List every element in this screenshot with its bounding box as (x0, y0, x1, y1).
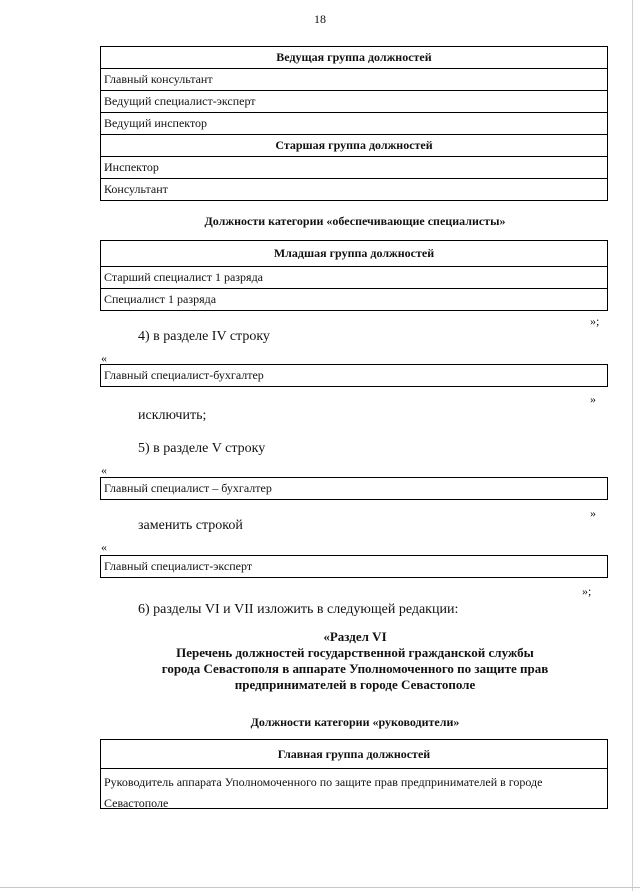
opening-quote: « (101, 351, 107, 365)
opening-quote: « (101, 540, 107, 554)
scan-edge-line (632, 0, 633, 891)
item-5-action: заменить строкой (138, 518, 243, 533)
section-title: «Раздел VI (323, 629, 387, 644)
main-positions-table (100, 739, 608, 809)
item-5-text: 5) в разделе V строку (138, 441, 266, 456)
page-number: 18 (314, 12, 326, 26)
table-row: Консультант (101, 178, 607, 200)
section-subtitle-line: города Севастополя в аппарате Уполномоченного по защите прав (161, 661, 549, 676)
item-4-row-box: Главный специалист-бухгалтер (100, 364, 608, 387)
table-header-senior-group: Старшая группа должностей (101, 134, 607, 156)
table-row: Инспектор (101, 156, 607, 178)
table-row: Ведущий специалист-эксперт (101, 90, 607, 112)
scan-bottom-line (0, 887, 640, 888)
item-5-new-row-box: Главный специалист-эксперт (100, 555, 608, 578)
table-header-main-group: Главная группа должностей (277, 747, 431, 761)
senior-positions-table (100, 46, 608, 201)
closing-quote: » (590, 506, 596, 520)
table-header-junior-group: Младшая группа должностей (273, 246, 435, 260)
item-4-text: 4) в разделе IV строку (138, 329, 270, 344)
item-5-row-box: Главный специалист – бухгалтер (100, 477, 608, 500)
leaders-category-heading: Должности категории «руководители» (250, 715, 460, 729)
closing-quote: » (590, 392, 596, 406)
item-6-text: 6) разделы VI и VII изложить в следующей редакции: (138, 602, 459, 617)
item-4-action: исключить; (138, 408, 207, 423)
table-header-leading-group: Ведущая группа должностей (276, 50, 432, 64)
opening-quote: « (101, 463, 107, 477)
closing-quote: »; (582, 584, 592, 598)
table-row: Старший специалист 1 разряда (101, 266, 607, 288)
table-row: Главный консультант (101, 68, 607, 90)
table-row: Руководитель аппарата Уполномоченного по защите прав предпринимателей в городе Севастополе (101, 768, 607, 808)
table-row: Ведущий инспектор (101, 112, 607, 134)
junior-positions-table (100, 240, 608, 311)
table-row: Специалист 1 разряда (101, 288, 607, 310)
section-subtitle-line: Перечень должностей государственной гражданской службы (176, 645, 534, 660)
support-category-heading: Должности категории «обеспечивающие специалисты» (204, 214, 506, 228)
closing-quote: »; (590, 314, 600, 328)
section-subtitle-line: предпринимателей в городе Севастополе (234, 677, 476, 692)
